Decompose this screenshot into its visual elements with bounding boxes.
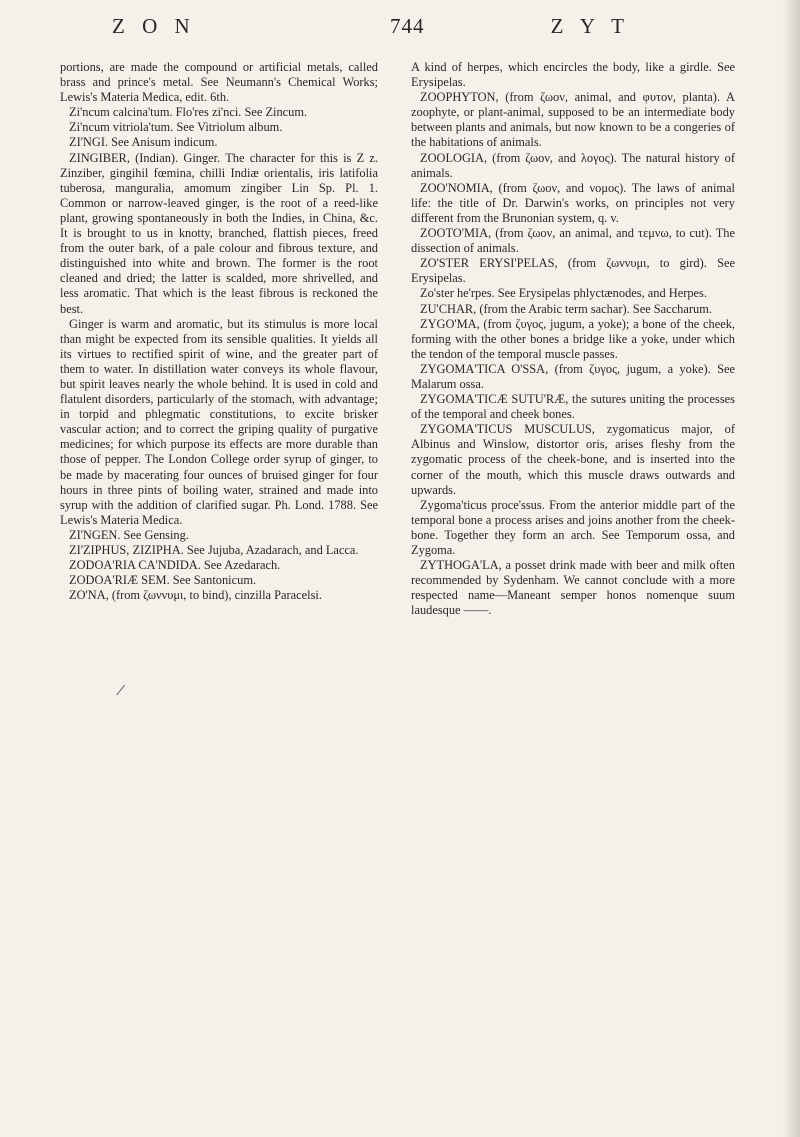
stray-ink-mark: / — [114, 679, 127, 701]
entry-paragraph: Zi'ncum vitriola'tum. See Vitriolum album. — [69, 120, 283, 135]
entry-paragraph: A kind of herpes, which encircles the body, like a girdle. See Erysipelas. — [411, 60, 735, 90]
entry-paragraph: Zi'ncum calcina'tum. Flo'res zi'nci. See Zincum. — [69, 105, 308, 120]
entry-paragraph: Zo'ster he'rpes. See Erysipelas phlyctænodes, and Herpes. — [420, 286, 707, 301]
entry-paragraph: Zygoma'ticus proce'ssus. From the anterior middle part of the temporal bone a process arises and joins another from the cheek-bone. Together they form an arch. See Temporum ossa, and Zygoma. — [411, 497, 735, 557]
entry-paragraph: ZO'STER ERYSI'PELAS, (from ζωννυμι, to gird). See Erysipelas. — [411, 256, 735, 286]
entry-paragraph: ZI'ZIPHUS, ZIZIPHA. See Jujuba, Azadarach, and Lacca. — [69, 543, 359, 557]
page-edge-shadow — [782, 0, 800, 1137]
entry-paragraph: ZI'NGEN. See Gensing. — [69, 527, 189, 542]
entry-paragraph: ZI'NGI. See Anisum indicum. — [69, 135, 218, 150]
entry-paragraph: portions, are made the compound or artificial metals, called brass and prince's metal. See Neumann's Chemical Works; Lewis's Materia Medica, edit. 6th. — [60, 60, 378, 105]
right-column — [411, 60, 735, 618]
entry-paragraph: ZYGOMA'TICUS MUSCULUS, zygomaticus major, of Albinus and Winslow, distortor oris, arises fleshy from the zygomatic process of the cheek-bone, and is inserted into the corner of the mouth, which this muscle draws outwards and upwards. — [411, 422, 735, 497]
left-column — [60, 60, 378, 603]
page-number: 744 — [390, 14, 425, 38]
entry-paragraph: ZODOA'RIÆ SEM. See Santonicum. — [69, 573, 257, 588]
entry-paragraph: ZYGO'MA, (from ζυγος, jugum, a yoke); a bone of the cheek, forming with the other bones a bridge like a yoke, under which the tendon of the temporal muscle passes. — [411, 316, 735, 361]
entry-paragraph: ZOOLOGIA, (from ζωον, and λογος). The natural history of animals. — [411, 150, 735, 180]
entry-paragraph: ZYTHOGA'LA, a posset drink made with beer and milk often recommended by Sydenham. We cannot conclude with a more respected name—Maneant semper honos nomenque suum laudesque ——. — [411, 558, 735, 618]
entry-paragraph: ZO'NA, (from ζωννυμι, to bind), cinzilla Paracelsi. — [69, 588, 322, 603]
running-header — [60, 6, 630, 42]
entry-paragraph: ZYGOMA'TICA O'SSA, (from ζυγος, jugum, a yoke). See Malarum ossa. — [411, 361, 735, 391]
entry-paragraph: ZINGIBER, (Indian). Ginger. The character for this is Z z. Zinziber, gingihil fœmina, chilli Indiæ orientalis, iris latifolia tuberosa, manguralia, amomum zingiber Lin Sp. Pl. 1. Common or narrow-leaved ginger, is the root of a reed-like plant, growing spontaneously in both the Indies, in China, &c. It is brought to us in knotty, branched, flattish pieces, freed from the outer bark, of a pale colour and fibrous texture, and distinguished into white and brown. The former is the root cleaned and dried; the latter is scalded, more shrivelled, and less aromatic. That which is the least fibrous is reckoned the best. — [60, 150, 378, 316]
entry-paragraph: ZOO'NOMIA, (from ζωον, and νομος). The laws of animal life: the title of Dr. Darwin's works, on principles not very different from the Brunonian system, q. v. — [411, 180, 735, 225]
entry-paragraph: ZOOPHYTON, (from ζωον, animal, and φυτον, planta). A zoophyte, or plant-animal, supposed to be an intermediate body between plants and animals, but now known to be a congeries of the habitations of animals. — [411, 90, 735, 150]
header-right: Z Y T — [550, 14, 630, 38]
entry-paragraph: ZODOA'RIA CA'NDIDA. See Azedarach. — [69, 558, 281, 573]
entry-paragraph: Ginger is warm and aromatic, but its stimulus is more local than might be expected from its sensible qualities. It yields all its virtues to rectified spirit of wine, and the greater part of them to water. In distillation water conveys its whole flavour, but spirit leaves nearly the whole behind. It is used in cold and flatulent disorders, particularly of the stomach, with advantage; in torpid and phlegmatic constitutions, to excite brisker vascular action; and to correct the griping quality of purgative medicines; for which purpose its effects are more durable than those of pepper. The London College order syrup of ginger, to be made by macerating four ounces of bruised ginger for four hours in three pints of boiling water, strained and made into syrup with the addition of clarified sugar. Ph. Lond. 1788. See Lewis's Materia Medica. — [60, 316, 378, 527]
entry-paragraph: ZYGOMA'TICÆ SUTU'RÆ, the sutures uniting the processes of the temporal and cheek bones. — [411, 392, 735, 422]
header-left: Z O N — [112, 14, 196, 38]
entry-paragraph: ZOOTO'MIA, (from ζωον, an animal, and τεμνω, to cut). The dissection of animals. — [411, 226, 735, 256]
entry-paragraph: ZU'CHAR, (from the Arabic term sachar). See Saccharum. — [420, 301, 712, 316]
